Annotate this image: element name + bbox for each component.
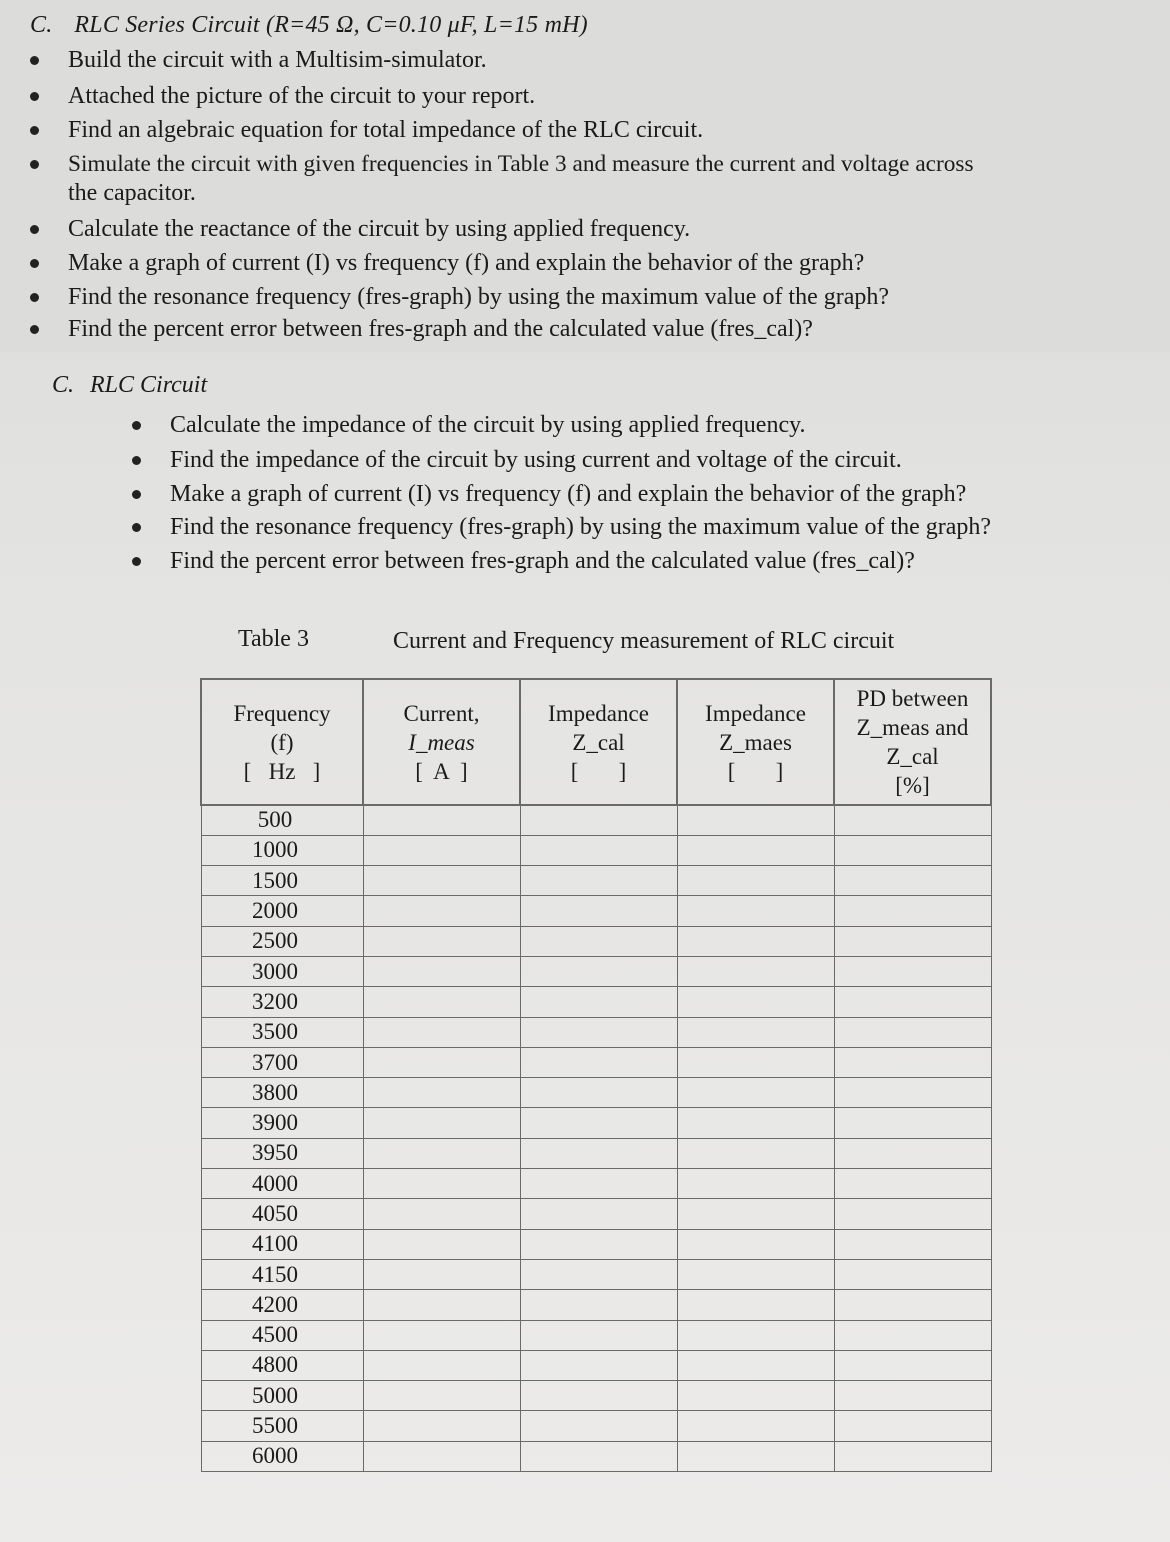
table-row bbox=[201, 1411, 991, 1441]
table-row bbox=[201, 1169, 991, 1199]
frequency-cell: 3950 bbox=[201, 1138, 363, 1168]
frequency-cell: 4800 bbox=[201, 1350, 363, 1380]
table-row bbox=[201, 1259, 991, 1289]
table-row bbox=[201, 1290, 991, 1320]
percent-difference-cell[interactable] bbox=[834, 1047, 991, 1077]
frequency-cell: 3800 bbox=[201, 1078, 363, 1108]
current-cell[interactable] bbox=[363, 1259, 520, 1289]
bullet-dot-icon bbox=[30, 160, 39, 169]
table-row bbox=[201, 896, 991, 926]
current-cell[interactable] bbox=[363, 1108, 520, 1138]
impedance-meas-cell[interactable] bbox=[677, 1259, 834, 1289]
current-cell[interactable] bbox=[363, 1320, 520, 1350]
percent-difference-cell[interactable] bbox=[834, 1381, 991, 1411]
table-row bbox=[201, 1017, 991, 1047]
impedance-cal-cell[interactable] bbox=[520, 1138, 677, 1168]
impedance-cal-cell[interactable] bbox=[520, 1350, 677, 1380]
header-impedance-cal: Impedance Z_cal [ ] bbox=[520, 679, 677, 805]
frequency-cell: 1000 bbox=[201, 835, 363, 865]
percent-difference-cell[interactable] bbox=[834, 1078, 991, 1108]
impedance-cal-cell[interactable] bbox=[520, 896, 677, 926]
impedance-cal-cell[interactable] bbox=[520, 1078, 677, 1108]
percent-difference-cell[interactable] bbox=[834, 1441, 991, 1471]
impedance-cal-cell[interactable] bbox=[520, 926, 677, 956]
impedance-cal-cell[interactable] bbox=[520, 1259, 677, 1289]
impedance-meas-cell[interactable] bbox=[677, 1290, 834, 1320]
header-impedance-meas: Impedance Z_maes [ ] bbox=[677, 679, 834, 805]
impedance-meas-cell[interactable] bbox=[677, 805, 834, 835]
frequency-cell: 2500 bbox=[201, 926, 363, 956]
table-row bbox=[201, 1047, 991, 1077]
table-row bbox=[201, 956, 991, 986]
impedance-cal-cell[interactable] bbox=[520, 1108, 677, 1138]
current-cell[interactable] bbox=[363, 1047, 520, 1077]
impedance-cal-cell[interactable] bbox=[520, 835, 677, 865]
table-row bbox=[201, 1199, 991, 1229]
current-cell[interactable] bbox=[363, 1017, 520, 1047]
percent-difference-cell[interactable] bbox=[834, 1259, 991, 1289]
impedance-meas-cell[interactable] bbox=[677, 1169, 834, 1199]
impedance-meas-cell[interactable] bbox=[677, 835, 834, 865]
bullet-dot-icon bbox=[132, 490, 141, 499]
frequency-cell: 1500 bbox=[201, 866, 363, 896]
impedance-meas-cell[interactable] bbox=[677, 1108, 834, 1138]
measurement-table bbox=[200, 678, 992, 1472]
frequency-cell: 3500 bbox=[201, 1017, 363, 1047]
bullet-dot-icon bbox=[30, 56, 39, 65]
percent-difference-cell[interactable] bbox=[834, 1017, 991, 1047]
table-row bbox=[201, 1350, 991, 1380]
bullet-dot-icon bbox=[30, 259, 39, 268]
bullet-dot-icon bbox=[30, 126, 39, 135]
percent-difference-cell[interactable] bbox=[834, 896, 991, 926]
table-row bbox=[201, 987, 991, 1017]
table-row bbox=[201, 1441, 991, 1471]
impedance-cal-cell[interactable] bbox=[520, 956, 677, 986]
impedance-cal-cell[interactable] bbox=[520, 1047, 677, 1077]
current-cell[interactable] bbox=[363, 1290, 520, 1320]
current-cell[interactable] bbox=[363, 805, 520, 835]
top-section-title bbox=[30, 12, 588, 39]
frequency-cell: 500 bbox=[201, 805, 363, 835]
frequency-cell: 4500 bbox=[201, 1320, 363, 1350]
current-cell[interactable] bbox=[363, 1138, 520, 1168]
current-cell[interactable] bbox=[363, 866, 520, 896]
impedance-cal-cell[interactable] bbox=[520, 987, 677, 1017]
table-row bbox=[201, 866, 991, 896]
frequency-cell: 4150 bbox=[201, 1259, 363, 1289]
table-row bbox=[201, 1138, 991, 1168]
impedance-meas-cell[interactable] bbox=[677, 896, 834, 926]
section-label: C. bbox=[30, 12, 53, 38]
second-section-title bbox=[52, 372, 207, 399]
percent-difference-cell[interactable] bbox=[834, 1320, 991, 1350]
header-percent-difference: PD between Z_meas and Z_cal [%] bbox=[834, 679, 991, 805]
current-cell[interactable] bbox=[363, 987, 520, 1017]
bullet-dot-icon bbox=[30, 225, 39, 234]
frequency-cell: 3000 bbox=[201, 956, 363, 986]
frequency-cell: 4200 bbox=[201, 1290, 363, 1320]
percent-difference-cell[interactable] bbox=[834, 1199, 991, 1229]
percent-difference-cell[interactable] bbox=[834, 835, 991, 865]
frequency-cell: 3200 bbox=[201, 987, 363, 1017]
current-cell[interactable] bbox=[363, 1441, 520, 1471]
impedance-cal-cell[interactable] bbox=[520, 805, 677, 835]
frequency-cell: 3700 bbox=[201, 1047, 363, 1077]
table-caption-title: Current and Frequency measurement of RLC circuit bbox=[393, 628, 895, 654]
bullet-dot-icon bbox=[30, 293, 39, 302]
impedance-meas-cell[interactable] bbox=[677, 1047, 834, 1077]
table-row bbox=[201, 1078, 991, 1108]
impedance-cal-cell[interactable] bbox=[520, 866, 677, 896]
bullet-dot-icon bbox=[30, 92, 39, 101]
section-label: C. bbox=[52, 372, 75, 398]
impedance-meas-cell[interactable] bbox=[677, 987, 834, 1017]
impedance-cal-cell[interactable] bbox=[520, 1320, 677, 1350]
current-cell[interactable] bbox=[363, 1381, 520, 1411]
section-title-text: RLC Circuit bbox=[90, 372, 208, 398]
section-title-text: RLC Series Circuit (R=45 Ω, C=0.10 μF, L=15 mH) bbox=[74, 12, 588, 38]
top-section: C. RLC Series Circuit (R=45 Ω, C=0.10 μF, L=15 mH) Build the circuit with a Multisim-simulator. Attached the picture of the circuit to your report. Find an algebraic equation for total impedance of the RLC circuit. Simulate the circuit with given frequencies in Table 3 and measure the current and voltage across the capacitor. Calculate the reactance of the circuit by using applied frequency. Make a graph of current (I) vs frequency (f) and explain the behavior of the graph? Find the resonance frequency (fres-graph) by using the maximum value of the graph? Find the percent error between fres-graph and the calculated value (fres_cal)? bbox=[0, 0, 1170, 352]
impedance-meas-cell[interactable] bbox=[677, 926, 834, 956]
percent-difference-cell[interactable] bbox=[834, 866, 991, 896]
impedance-meas-cell[interactable] bbox=[677, 1411, 834, 1441]
header-frequency: Frequency (f) [ Hz ] bbox=[201, 679, 363, 805]
bullet-dot-icon bbox=[132, 523, 141, 532]
impedance-meas-cell[interactable] bbox=[677, 1017, 834, 1047]
table-header-row bbox=[201, 679, 991, 805]
table-caption-label: Table 3 bbox=[238, 626, 309, 652]
table-row bbox=[201, 1108, 991, 1138]
table-row bbox=[201, 835, 991, 865]
impedance-meas-cell[interactable] bbox=[677, 956, 834, 986]
impedance-meas-cell[interactable] bbox=[677, 1199, 834, 1229]
current-cell[interactable] bbox=[363, 1078, 520, 1108]
table-row bbox=[201, 805, 991, 835]
impedance-meas-cell[interactable] bbox=[677, 1350, 834, 1380]
impedance-cal-cell[interactable] bbox=[520, 1017, 677, 1047]
frequency-cell: 5000 bbox=[201, 1381, 363, 1411]
percent-difference-cell[interactable] bbox=[834, 1229, 991, 1259]
percent-difference-cell[interactable] bbox=[834, 956, 991, 986]
percent-difference-cell[interactable] bbox=[834, 805, 991, 835]
current-cell[interactable] bbox=[363, 835, 520, 865]
frequency-cell: 6000 bbox=[201, 1441, 363, 1471]
current-cell[interactable] bbox=[363, 1229, 520, 1259]
current-cell[interactable] bbox=[363, 1411, 520, 1441]
percent-difference-cell[interactable] bbox=[834, 926, 991, 956]
current-cell[interactable] bbox=[363, 1169, 520, 1199]
impedance-meas-cell[interactable] bbox=[677, 1441, 834, 1471]
bullet-dot-icon bbox=[132, 557, 141, 566]
bullet-dot-icon bbox=[132, 456, 141, 465]
table-body bbox=[201, 805, 991, 1472]
current-cell[interactable] bbox=[363, 1350, 520, 1380]
current-cell[interactable] bbox=[363, 926, 520, 956]
table-row bbox=[201, 1320, 991, 1350]
table-row bbox=[201, 926, 991, 956]
percent-difference-cell[interactable] bbox=[834, 1290, 991, 1320]
impedance-meas-cell[interactable] bbox=[677, 1078, 834, 1108]
percent-difference-cell[interactable] bbox=[834, 1169, 991, 1199]
frequency-cell: 5500 bbox=[201, 1411, 363, 1441]
table-row bbox=[201, 1229, 991, 1259]
impedance-meas-cell[interactable] bbox=[677, 1320, 834, 1350]
impedance-meas-cell[interactable] bbox=[677, 1138, 834, 1168]
impedance-cal-cell[interactable] bbox=[520, 1381, 677, 1411]
impedance-cal-cell[interactable] bbox=[520, 1290, 677, 1320]
current-cell[interactable] bbox=[363, 896, 520, 926]
frequency-cell: 4100 bbox=[201, 1229, 363, 1259]
percent-difference-cell[interactable] bbox=[834, 1108, 991, 1138]
impedance-cal-cell[interactable] bbox=[520, 1199, 677, 1229]
current-cell[interactable] bbox=[363, 956, 520, 986]
percent-difference-cell[interactable] bbox=[834, 987, 991, 1017]
frequency-cell: 4050 bbox=[201, 1199, 363, 1229]
impedance-cal-cell[interactable] bbox=[520, 1229, 677, 1259]
bullet-dot-icon bbox=[30, 325, 39, 334]
percent-difference-cell[interactable] bbox=[834, 1411, 991, 1441]
frequency-cell: 2000 bbox=[201, 896, 363, 926]
impedance-meas-cell[interactable] bbox=[677, 1381, 834, 1411]
current-cell[interactable] bbox=[363, 1199, 520, 1229]
impedance-cal-cell[interactable] bbox=[520, 1411, 677, 1441]
percent-difference-cell[interactable] bbox=[834, 1138, 991, 1168]
impedance-cal-cell[interactable] bbox=[520, 1169, 677, 1199]
frequency-cell: 4000 bbox=[201, 1169, 363, 1199]
header-current: Current, I_meas [ A ] bbox=[363, 679, 520, 805]
bullet-dot-icon bbox=[132, 421, 141, 430]
frequency-cell: 3900 bbox=[201, 1108, 363, 1138]
table-row bbox=[201, 1381, 991, 1411]
percent-difference-cell[interactable] bbox=[834, 1350, 991, 1380]
impedance-cal-cell[interactable] bbox=[520, 1441, 677, 1471]
impedance-meas-cell[interactable] bbox=[677, 866, 834, 896]
impedance-meas-cell[interactable] bbox=[677, 1229, 834, 1259]
